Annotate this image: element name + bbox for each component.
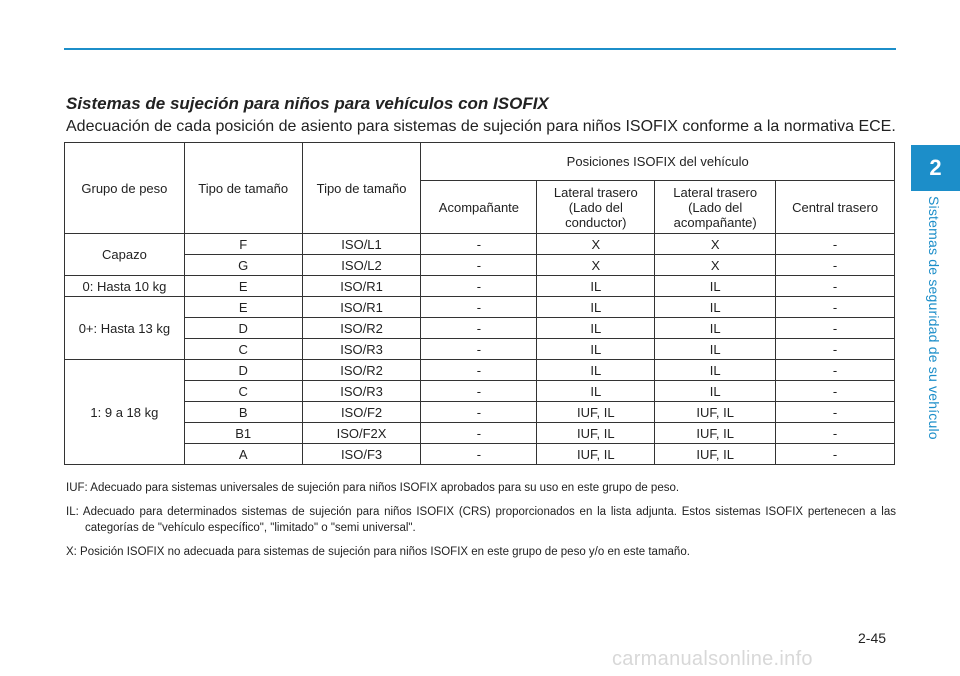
table-cell: - bbox=[421, 234, 537, 255]
header-lateral-trasero-conductor bbox=[537, 181, 655, 234]
table-cell: IL bbox=[537, 276, 655, 297]
header-posiciones-isofix: Posiciones ISOFIX del vehículo bbox=[421, 143, 895, 181]
table-cell: F bbox=[184, 234, 302, 255]
table-cell: - bbox=[421, 318, 537, 339]
table-cell: - bbox=[421, 423, 537, 444]
table-cell: ISO/R3 bbox=[302, 381, 421, 402]
table-cell: IL bbox=[655, 276, 776, 297]
table-cell: IL bbox=[537, 339, 655, 360]
table-row bbox=[65, 423, 895, 444]
note-iuf: IUF: Adecuado para sistemas universales de sujeción para niños ISOFIX aprobados para su uso en este grupo de peso. bbox=[66, 482, 680, 494]
table-cell: IUF, IL bbox=[537, 444, 655, 465]
table-cell: - bbox=[776, 234, 895, 255]
page-number: 2-45 bbox=[858, 630, 887, 646]
table-cell: - bbox=[776, 318, 895, 339]
note-il: IL: Adecuado para determinados sistemas de sujeción para niños ISOFIX (CRS) proporcionados en la lista adjunta. Estos sistemas ISOFIX pertenecen a las categorías de "vehículo específico", "limitado" o "semi universal". bbox=[66, 506, 896, 534]
table-cell: B1 bbox=[184, 423, 302, 444]
table-cell: X bbox=[655, 234, 776, 255]
note-x: X: Posición ISOFIX no adecuada para sistemas de sujeción para niños ISOFIX en este grupo de peso y/o en este tamaño. bbox=[66, 546, 690, 558]
table-cell: X bbox=[537, 255, 655, 276]
table-cell: IUF, IL bbox=[537, 402, 655, 423]
header-acompanante: Acompañante bbox=[421, 181, 537, 234]
table-cell: X bbox=[655, 255, 776, 276]
header-grupo-de-peso: Grupo de peso bbox=[65, 143, 185, 234]
table-cell: - bbox=[421, 339, 537, 360]
header-line: Lateral trasero bbox=[553, 184, 638, 200]
table-cell: - bbox=[776, 255, 895, 276]
table-cell: - bbox=[421, 444, 537, 465]
header-tipo-de-tamano: Tipo de tamaño bbox=[302, 143, 421, 234]
group-cell: 0+: Hasta 13 kg bbox=[65, 297, 185, 360]
table-cell: - bbox=[776, 402, 895, 423]
table-cell: - bbox=[776, 360, 895, 381]
table-row bbox=[65, 255, 895, 276]
group-cell: 0: Hasta 10 kg bbox=[65, 276, 185, 297]
table-cell: B bbox=[184, 402, 302, 423]
table-cell: - bbox=[421, 360, 537, 381]
table-cell: - bbox=[776, 381, 895, 402]
table-row bbox=[65, 444, 895, 465]
table-row bbox=[65, 360, 895, 381]
header-line: Lateral trasero bbox=[673, 184, 758, 200]
table-cell: X bbox=[537, 234, 655, 255]
table-row bbox=[65, 318, 895, 339]
table-cell: ISO/F2X bbox=[302, 423, 421, 444]
table-cell: C bbox=[184, 381, 302, 402]
table-cell: IL bbox=[655, 381, 776, 402]
table-cell: ISO/R2 bbox=[302, 360, 421, 381]
table-cell: E bbox=[184, 276, 302, 297]
table-cell: ISO/F3 bbox=[302, 444, 421, 465]
table-cell: - bbox=[421, 381, 537, 402]
table-row bbox=[65, 381, 895, 402]
footnotes bbox=[66, 480, 896, 568]
header-lateral-trasero-acompanante bbox=[655, 181, 776, 234]
header-central-trasero: Central trasero bbox=[776, 181, 895, 234]
watermark: carmanualsonline.info bbox=[612, 648, 813, 670]
table-cell: IL bbox=[537, 318, 655, 339]
header-line: (Lado del bbox=[568, 199, 623, 215]
table-cell: IL bbox=[537, 297, 655, 318]
table-cell: - bbox=[421, 297, 537, 318]
table-cell: IL bbox=[537, 360, 655, 381]
table-row bbox=[65, 402, 895, 423]
table-cell: G bbox=[184, 255, 302, 276]
header-line: conductor) bbox=[565, 214, 627, 230]
table-cell: ISO/R1 bbox=[302, 297, 421, 318]
section-title: Sistemas de sujeción para niños para vehículos con ISOFIX bbox=[66, 94, 549, 113]
table-row bbox=[65, 297, 895, 318]
table-cell: ISO/R2 bbox=[302, 318, 421, 339]
table-cell: C bbox=[184, 339, 302, 360]
table-cell: ISO/R1 bbox=[302, 276, 421, 297]
table-cell: ISO/L2 bbox=[302, 255, 421, 276]
table-row bbox=[65, 276, 895, 297]
header-line: acompañante) bbox=[673, 214, 757, 230]
table-cell: IUF, IL bbox=[655, 402, 776, 423]
header-tipo-de-tamano: Tipo de tamaño bbox=[184, 143, 302, 234]
header-rule bbox=[64, 48, 896, 50]
isofix-table bbox=[64, 142, 895, 465]
table-row bbox=[65, 339, 895, 360]
table-cell: D bbox=[184, 318, 302, 339]
table-cell: A bbox=[184, 444, 302, 465]
table-cell: - bbox=[421, 276, 537, 297]
group-cell: Capazo bbox=[65, 234, 185, 276]
table-cell: IUF, IL bbox=[655, 423, 776, 444]
table-cell: D bbox=[184, 360, 302, 381]
table-row bbox=[65, 234, 895, 255]
table-cell: IL bbox=[655, 297, 776, 318]
table-cell: - bbox=[776, 423, 895, 444]
header-line: (Lado del bbox=[688, 199, 743, 215]
table-cell: - bbox=[776, 297, 895, 318]
chapter-tab: 2 bbox=[911, 145, 960, 191]
table-cell: IUF, IL bbox=[537, 423, 655, 444]
chapter-side-label: Sistemas de seguridad de su vehículo bbox=[926, 196, 942, 440]
table-cell: IL bbox=[655, 360, 776, 381]
table-cell: E bbox=[184, 297, 302, 318]
table-cell: - bbox=[776, 276, 895, 297]
table-cell: - bbox=[421, 402, 537, 423]
section-subtitle: Adecuación de cada posición de asiento para sistemas de sujeción para niños ISOFIX conforme a la normativa ECE. bbox=[66, 118, 896, 135]
table-cell: IL bbox=[537, 381, 655, 402]
group-cell: 1: 9 a 18 kg bbox=[65, 360, 185, 465]
table-cell: ISO/L1 bbox=[302, 234, 421, 255]
table-cell: - bbox=[776, 444, 895, 465]
table-cell: IL bbox=[655, 339, 776, 360]
table-cell: ISO/F2 bbox=[302, 402, 421, 423]
table-cell: ISO/R3 bbox=[302, 339, 421, 360]
table-cell: - bbox=[421, 255, 537, 276]
table-cell: IL bbox=[655, 318, 776, 339]
table-cell: IUF, IL bbox=[655, 444, 776, 465]
table-cell: - bbox=[776, 339, 895, 360]
